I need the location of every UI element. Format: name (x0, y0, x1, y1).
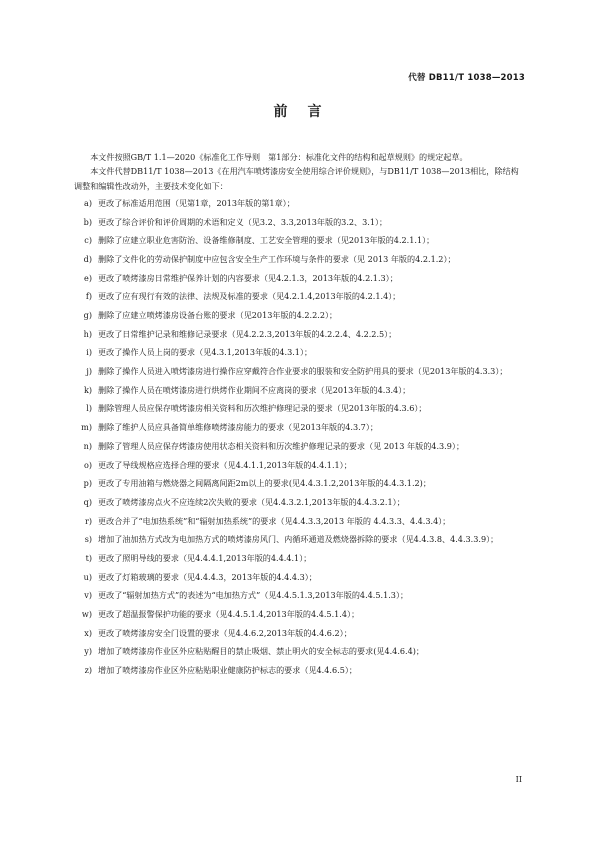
list-item (74, 607, 526, 621)
list-item (74, 439, 526, 453)
list-item-letter: q) (83, 496, 92, 507)
list-item-letter: e) (84, 272, 92, 283)
list-item-letter: c) (84, 235, 92, 246)
list-item-text: 更改了操作人员上岗的要求（见4.3.1,2013年版的4.3.1）； (98, 347, 313, 358)
list-item (74, 289, 526, 303)
list-item (74, 663, 526, 677)
list-item-text: 增加了喷烤漆房作业区外应粘贴职业健康防护标志的要求（见4.4.6.5）； (98, 665, 357, 676)
list-item (74, 233, 526, 247)
list-item (74, 476, 526, 490)
list-item (74, 570, 526, 584)
list-item-text: 删除了管理人员应保存烤漆房使用状态相关资料和历次维护修理记录的要求（见 2013 年版的4.3.9）； (98, 440, 465, 451)
list-item (74, 644, 526, 658)
list-item-text: 更改了灯箱玻璃的要求（见4.4.4.3，2013年版的4.4.4.3）； (98, 571, 317, 582)
list-item-text: 删除了应建立职业危害防治、设备维修制度、工艺安全管理的要求（见2013年版的4.2.1.1）； (98, 235, 435, 246)
list-item-letter: t) (85, 552, 92, 563)
list-item-letter: w) (81, 609, 92, 620)
list-item (74, 401, 526, 415)
list-item-letter: i) (86, 347, 92, 358)
list-item-letter: a) (84, 197, 92, 208)
list-item-letter: s) (84, 534, 92, 545)
list-item-text: 更改了标准适用范围（见第1章，2013年版的第1章）； (98, 197, 295, 208)
list-item (74, 514, 526, 528)
list-item-text: 更改了超温报警保护功能的要求（见4.4.5.1.4,2013年版的4.4.5.1.4）； (98, 609, 360, 620)
list-item (74, 626, 526, 640)
list-item-text: 更改了专用油箱与燃烧器之间隔离间距2m以上的要求(见4.4.3.1.2,2013年版的4.4.3.1.2)； (98, 478, 431, 489)
list-item-letter: y) (84, 646, 92, 657)
list-item-text: 增加了喷烤漆房作业区外应粘贴醒目的禁止吸烟、禁止明火的安全标志的要求(见4.4.6.4)； (98, 646, 425, 657)
list-item-letter: r) (84, 515, 92, 526)
list-item-letter: p) (83, 478, 92, 489)
list-item-text: 更改了导线规格应选择合理的要求（见4.4.1.1,2013年版的4.4.1.1）； (98, 459, 352, 470)
list-item-letter: x) (84, 627, 92, 638)
page-number: II (515, 775, 522, 784)
list-item-text: 更改合并了“电加热系统”和“辐射加热系统”的要求（见4.4.3.3,2013 年版的 4.4.3.3、4.4.3.4）； (98, 515, 451, 526)
list-item (74, 420, 526, 434)
list-item (74, 345, 526, 359)
list-item-text: 更改了应有现行有效的法律、法规及标准的要求（见4.2.1.4,2013年版的4.2.1.4）； (98, 291, 401, 302)
page-title: 前言 (273, 104, 342, 120)
list-item (74, 495, 526, 509)
list-item (74, 383, 526, 397)
list-item (74, 458, 526, 472)
list-item-text: 删除了维护人员应具备简单维修喷烤漆房能力的要求（见2013年版的4.3.7）； (98, 422, 378, 433)
list-item-text: 删除了操作人员进入喷烤漆房进行操作应穿戴符合作业要求的服装和安全防护用具的要求（见2013年版的4.3.3）； (98, 366, 508, 377)
list-item-letter: j) (86, 366, 92, 377)
list-item (74, 271, 526, 285)
list-item (74, 327, 526, 341)
list-item-letter: o) (83, 459, 92, 470)
list-item (74, 364, 526, 378)
list-item-letter: h) (83, 328, 92, 339)
list-item-letter: n) (83, 440, 92, 451)
list-item-letter: d) (83, 253, 92, 264)
list-item-letter: k) (83, 384, 92, 395)
list-item-text: 更改了综合评价和评价周期的术语和定义（见3.2、3.3,2013年版的3.2、3.1）； (98, 216, 388, 227)
list-item-letter: z) (84, 665, 92, 676)
list-item-text: 删除了操作人员在喷烤漆房进行烘烤作业期间不应离岗的要求（见2013年版的4.3.4）； (98, 384, 411, 395)
list-item-letter: l) (86, 403, 92, 414)
list-item-text: 删除了文件化的劳动保护制度中应包含安全生产工作环境与条件的要求（见 2013 年版的4.2.1.2）； (98, 253, 456, 264)
list-item (74, 196, 526, 210)
list-item-letter: b) (83, 216, 92, 227)
list-item (74, 308, 526, 322)
list-item-text: 删除了应建立喷烤漆房设备台账的要求（见2013年版的4.2.2.2）； (98, 310, 338, 321)
document-code: 代替 DB11/T 1038—2013 (408, 73, 525, 83)
document-body (74, 150, 526, 682)
list-item-letter: g) (83, 310, 92, 321)
change-list (74, 196, 526, 677)
list-item-letter: m) (81, 422, 92, 433)
replacement-paragraph: 本文件代替DB11/T 1038—2013《在用汽车喷烤漆房安全使用综合评价规则》，与DB11/T 1038—2013相比，除结构调整和编辑性改动外，主要技术变化如下： (74, 166, 519, 191)
list-item-text: 更改了喷烤漆房点火不应连续2次失败的要求（见4.4.3.2.1,2013年版的4.4.3.2.1）； (98, 496, 405, 507)
list-item-letter: f) (85, 291, 92, 302)
list-item (74, 588, 526, 602)
list-item-text: 更改了日常维护记录和维修记录要求（见4.2.2.3,2013年版的4.2.2.4、4.2.2.5）； (98, 328, 397, 339)
list-item-letter: v) (84, 590, 92, 601)
list-item (74, 215, 526, 229)
intro-paragraph: 本文件按照GB/T 1.1—2020《标准化工作导则 第1部分：标准化文件的结构和起草规则》的规定起草。 (90, 152, 468, 162)
list-item-letter: u) (83, 571, 92, 582)
list-item-text: 增加了油加热方式改为电加热方式的喷烤漆房风门、内循环通道及燃烧器拆除的要求（见4.4.3.8、4.4.3.3.9）； (98, 534, 499, 545)
list-item-text: 更改了喷烤漆房安全门设置的要求（见4.4.6.2,2013年版的4.4.6.2）； (98, 627, 352, 638)
list-item-text: 更改了喷烤漆房日常维护保养计划的内容要求（见4.2.1.3，2013年版的4.2.1.3）； (98, 272, 398, 283)
list-item (74, 252, 526, 266)
list-item-text: 更改了照明导线的要求（见4.4.4.1,2013年版的4.4.4.1）； (98, 552, 312, 563)
list-item (74, 532, 526, 546)
list-item (74, 551, 526, 565)
list-item-text: 删除管理人员应保存喷烤漆房相关资料和历次维护修理记录的要求（见2013年版的4.3.6）； (98, 403, 427, 414)
list-item-text: 更改了“辐射加热方式”的表述为“电加热方式”（见4.4.5.1.3,2013年版的4.4.5.1.3）； (98, 590, 409, 601)
